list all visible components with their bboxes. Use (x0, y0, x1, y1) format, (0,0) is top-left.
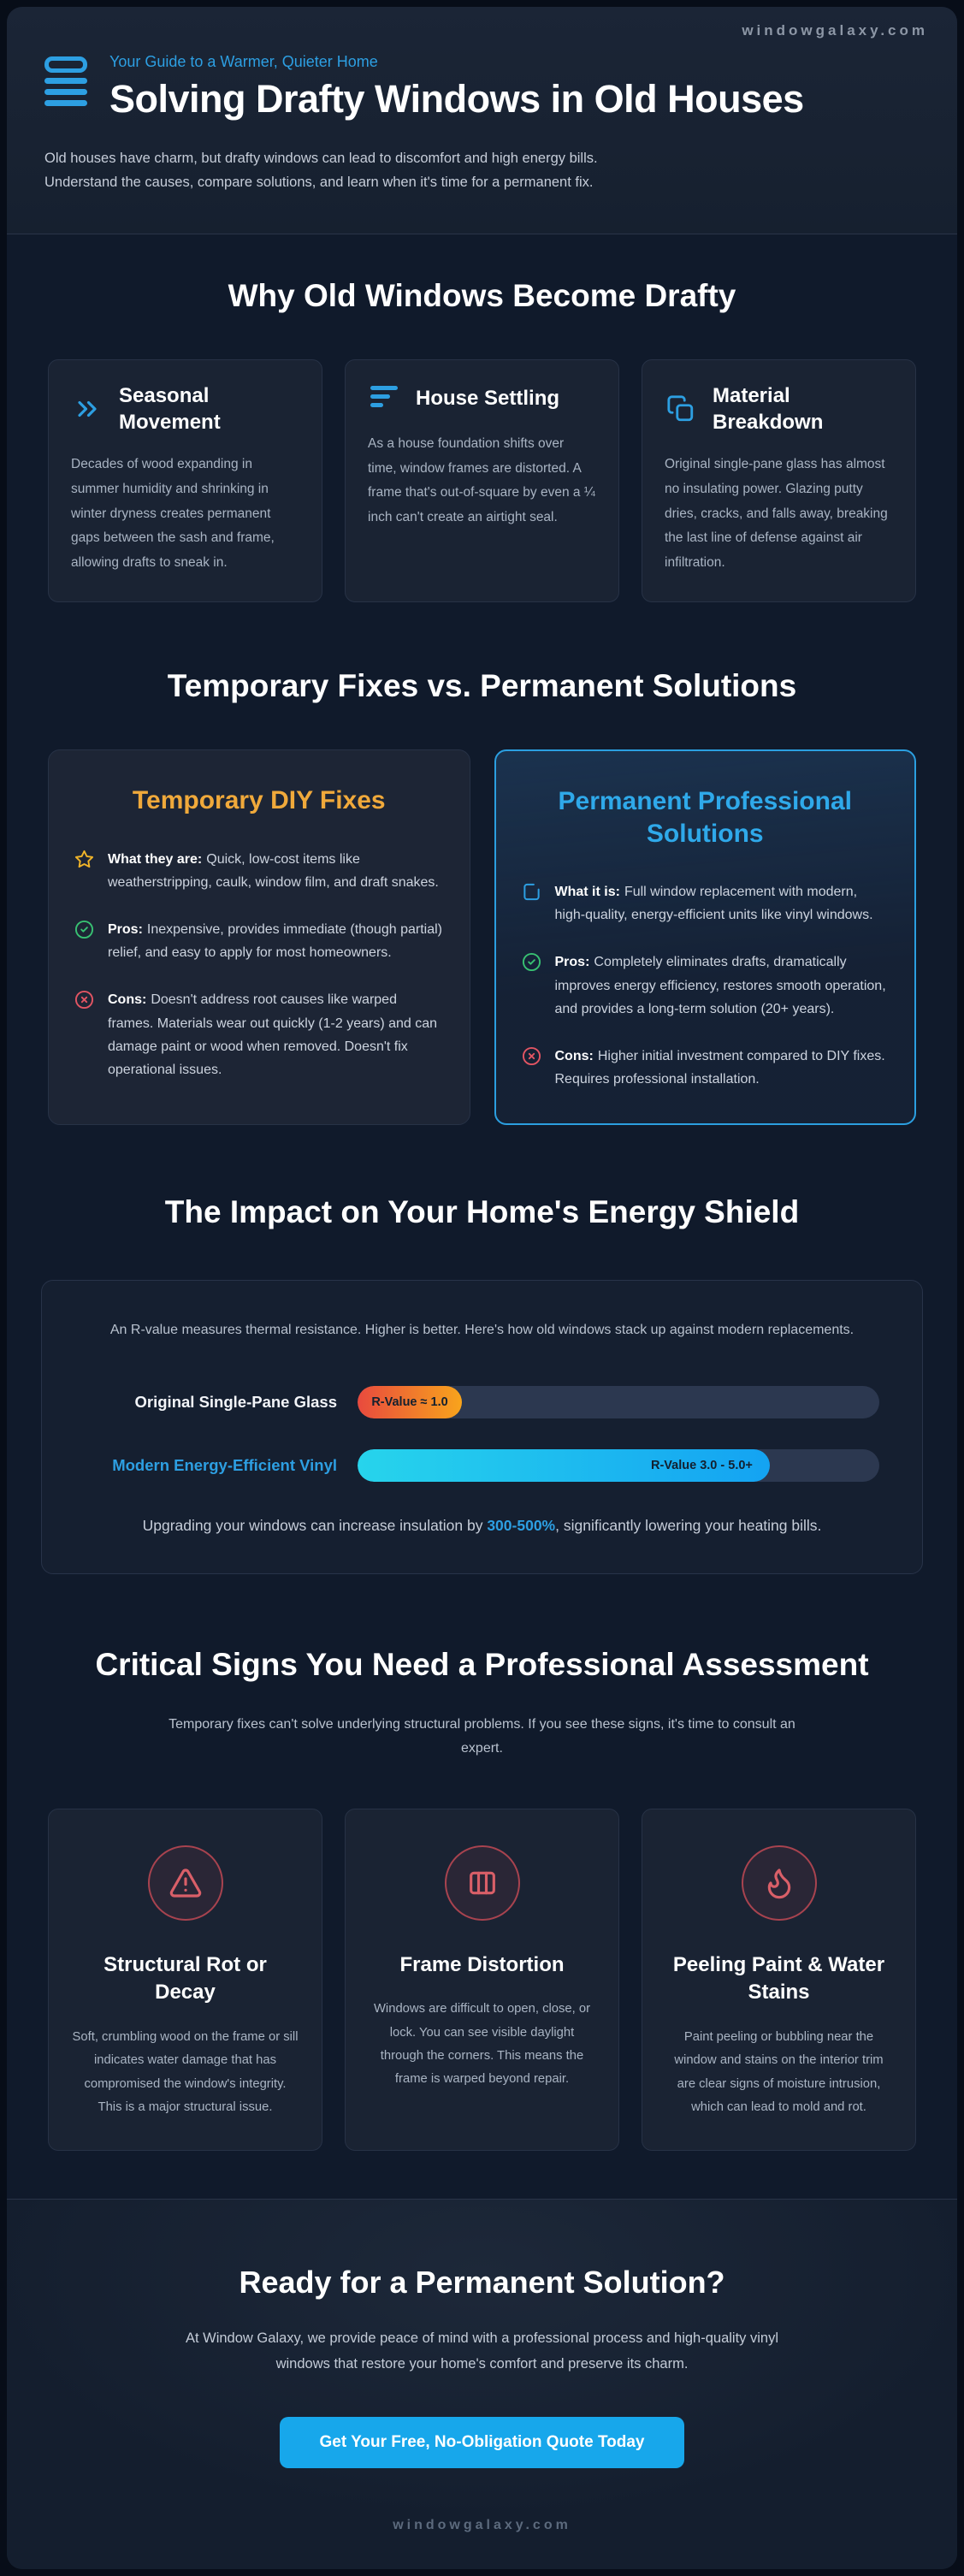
bullet-body: Full window replacement with modern, high-quality, energy-efficient units like vinyl windows. (554, 885, 873, 923)
window-book-icon (522, 880, 542, 901)
diy-what-item (74, 848, 444, 894)
cta-body: At Window Galaxy, we provide peace of mind with a professional process and high-quality vinyl windows that restore your home's comfort and preserve its charm. (185, 2330, 779, 2372)
note-highlight: 300-500% (487, 1517, 556, 1534)
bullet-body: Completely eliminates drafts, dramatically improves energy efficiency, restores smooth operation, and provides a long-term solution (20+ years). (554, 955, 886, 1016)
bullet-body: Doesn't address root causes like warped frames. Materials wear out quickly (1-2 years) and can damage paint or wood when removed. Doesn't fix operational issues. (108, 992, 438, 1077)
bullet-body: Inexpensive, provides immediate (though partial) relief, and easy to apply for most homeowners. (108, 921, 442, 961)
energy-description: An R-value measures thermal resistance. Higher is better. Here's how old windows stack up against modern replacements. (109, 1322, 855, 1337)
flame-icon (742, 1845, 817, 1921)
why-card-seasonal-movement (48, 359, 322, 602)
signs-subtitle: Temporary fixes can't solve underlying structural problems. If you see these signs, it's time to consult an expert. (169, 1717, 795, 1756)
why-card-title: House Settling (416, 387, 560, 411)
footer-site-text: windowgalaxy.com (393, 2517, 571, 2532)
why-card-body: Decades of wood expanding in summer humidity and shrinking in winter dryness creates permanent gaps between the sash and frame, allowing drafts to sneak in. (71, 457, 275, 571)
bar-label-vinyl: Modern Energy-Efficient Vinyl (112, 1455, 337, 1474)
site-watermark: windowgalaxy.com (742, 22, 928, 38)
bar-fill-single-pane (358, 1386, 462, 1418)
bar-track (358, 1386, 879, 1418)
bar-fill-vinyl (358, 1449, 770, 1482)
star-icon (74, 848, 95, 868)
get-quote-button[interactable]: Get Your Free, No-Obligation Quote Today (280, 2417, 683, 2468)
infographic-page (7, 7, 957, 2569)
signs-section (7, 1646, 957, 2152)
why-card-house-settling (345, 359, 619, 602)
sign-card-body: Windows are difficult to open, close, or lock. You can see visible daylight through the corners. This means the frame is warped beyond repair. (373, 2002, 591, 2087)
chevrons-right-icon (71, 393, 103, 425)
x-circle-icon (522, 1045, 542, 1065)
intro-paragraph (44, 146, 920, 194)
note-prefix: Upgrading your windows can increase insulation by (142, 1517, 488, 1534)
pro-what-item (522, 880, 890, 927)
diy-cons-item (74, 988, 444, 1081)
bullet-lead: Pros: (554, 955, 590, 970)
bullet-body: Higher initial investment compared to DIY fixes. Requires professional installation. (554, 1049, 885, 1087)
why-card-material-breakdown (642, 359, 916, 602)
check-circle-icon (522, 950, 542, 971)
energy-note (85, 1513, 879, 1539)
why-section (7, 277, 957, 602)
alert-triangle-icon (148, 1845, 223, 1921)
cta-title: Ready for a Permanent Solution? (239, 2265, 725, 2301)
sign-card-title: Structural Rot or Decay (103, 1953, 267, 2005)
cta-section (7, 2199, 957, 2568)
page-title: Solving Drafty Windows in Old Houses (109, 77, 804, 121)
brand-row (44, 53, 920, 121)
energy-section-title: The Impact on Your Home's Energy Shield (164, 1194, 800, 1230)
sign-card-title: Peeling Paint & Water Stains (672, 1953, 885, 2005)
window-logo-icon (44, 53, 89, 111)
header-tagline: Your Guide to a Warmer, Quieter Home (109, 53, 378, 70)
panes-copy-icon (665, 393, 697, 425)
signs-section-title: Critical Signs You Need a Professional Assessment (95, 1646, 869, 1682)
compare-section-title: Temporary Fixes vs. Permanent Solutions (167, 667, 797, 703)
signs-cards-row (7, 1809, 957, 2151)
bar-value-label: R-Value ≈ 1.0 (371, 1395, 448, 1409)
bullet-lead: What they are: (108, 851, 203, 867)
diy-pros-item (74, 918, 444, 964)
sign-card-frame-distortion (345, 1809, 619, 2151)
why-section-title: Why Old Windows Become Drafty (228, 277, 736, 313)
bullet-lead: Cons: (108, 992, 147, 1008)
compare-cards-row (7, 749, 957, 1125)
note-suffix: , significantly lowering your heating bills. (555, 1517, 822, 1534)
why-card-title: Material Breakdown (713, 383, 824, 435)
bar-label-single-pane: Original Single-Pane Glass (134, 1392, 337, 1411)
bullet-body: Quick, low-cost items like weatherstripping, caulk, window film, and draft snakes. (108, 851, 439, 890)
pro-card-title: Permanent Professional Solutions (558, 787, 852, 848)
bar-row-vinyl (85, 1449, 879, 1482)
why-card-body: Original single-pane glass has almost no insulating power. Glazing putty dries, cracks, and falls away, breaking the last line of defense against air infiltration. (665, 457, 888, 571)
why-cards-row (7, 359, 957, 602)
pro-cons-item (522, 1045, 890, 1091)
bullet-lead: What it is: (554, 885, 620, 900)
professional-solutions-card (494, 749, 917, 1125)
settling-lines-icon (368, 382, 400, 415)
diy-fixes-card (48, 749, 470, 1125)
sign-card-body: Paint peeling or bubbling near the window and stains on the interior trim are clear signs of moisture intrusion, which can lead to mold and rot. (674, 2029, 884, 2114)
pro-pros-item (522, 950, 890, 1021)
bar-track (358, 1449, 879, 1482)
why-card-title: Seasonal Movement (119, 383, 221, 435)
why-card-body: As a house foundation shifts over time, window frames are distorted. A frame that's out-of-square by even a ¼ inch can't create an airtight seal. (368, 435, 595, 524)
compare-section (7, 667, 957, 1126)
bullet-lead: Cons: (554, 1049, 594, 1064)
sign-card-title: Frame Distortion (399, 1953, 565, 1977)
energy-section (7, 1193, 957, 1573)
sign-card-body: Soft, crumbling wood on the frame or sill indicates water damage that has compromised the window's integrity. This is a major structural issue. (72, 2029, 299, 2114)
bar-row-single-pane (85, 1386, 879, 1418)
sign-card-structural-rot (48, 1809, 322, 2151)
header (7, 7, 957, 234)
diy-card-title: Temporary DIY Fixes (132, 786, 386, 815)
bullet-lead: Pros: (108, 921, 143, 937)
check-circle-icon (74, 918, 95, 939)
bar-value-label: R-Value 3.0 - 5.0+ (651, 1459, 753, 1472)
columns-icon (445, 1845, 520, 1921)
energy-chart-card (41, 1280, 923, 1574)
sign-card-peeling-paint (642, 1809, 916, 2151)
intro-line-2: Understand the causes, compare solutions, and learn when it's time for a permanent fix. (44, 174, 594, 190)
x-circle-icon (74, 988, 95, 1009)
intro-line-1: Old houses have charm, but drafty windows can lead to discomfort and high energy bills. (44, 150, 598, 166)
